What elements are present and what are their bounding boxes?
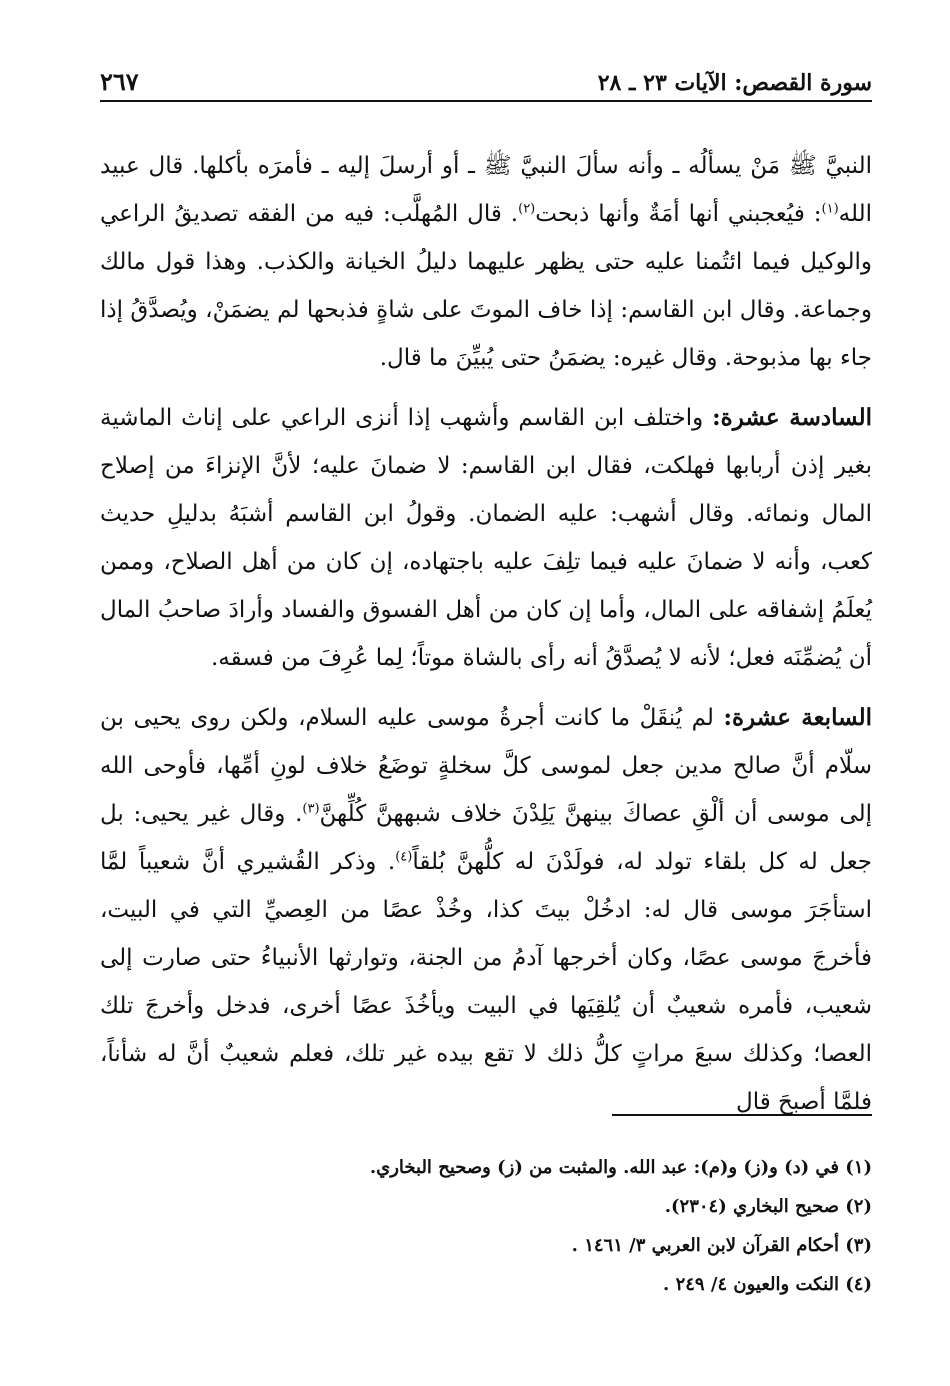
paragraph-text: : فيُعجبني أنها أمَةٌ وأنها ذبحت (535, 201, 822, 227)
running-header (100, 62, 872, 102)
footnote: (٣) أحكام القرآن لابن العربي ٣/ ١٤٦١ . (571, 1235, 872, 1256)
footnotes (100, 1148, 872, 1304)
footnote-marker: (٤) (395, 849, 413, 865)
footnote-marker: (٢) (518, 201, 536, 217)
footnote-marker: (٣) (302, 801, 320, 817)
footnote: (٤) النكت والعيون ٤/ ٢٤٩ . (663, 1274, 872, 1295)
paragraph-text: . وذكر القُشيري أنَّ شعيباً لمَّا استأجَرَ موسى قال له: ادخُلْ بيتَ كذا، وخُذْ عصًا من العِصيِّ التي في البيت، فأخرجَ موسى عصًا، وكان أخرجها آدمُ من الجنة، وتوارثها الأنبياءُ حتى صارت إلى شعيب، فأمره شعيبٌ أن يُلقِيَها في البيت ويأخُذَ عصًا أخرى، فدخل وأخرجَ تلك العصا؛ وكذلك سبعَ مراتٍ كلُّ ذلك لا تقع بيده غير تلك، فعلم شعيبٌ أنَّ له شأناً، فلمَّا أصبحَ قال (100, 849, 872, 1115)
footnote-marker: (١) (821, 201, 839, 217)
issue-heading: السابعة عشرة: (723, 704, 872, 731)
footnote: (١) في (د) و(ز) و(م): عبد الله. والمثبت من (ز) وصحيح البخاري. (369, 1157, 872, 1178)
issue-heading: السادسة عشرة: (712, 404, 873, 431)
paragraph-text: النبيَّ ﷺ مَنْ يسألُه ـ وأنه سألَ النبيَّ ﷺ ـ أو أرسلَ إليه ـ فأمرَه بأكلها. قال عبيد الله (100, 153, 872, 227)
paragraph (100, 142, 872, 382)
body-text (100, 142, 872, 1138)
paragraph-text: . وقال غير يحيى: بل جعل له كل بلقاء تولد له، فولَدْنَ له كلُّهنَّ بُلقاً (100, 801, 873, 875)
paragraph (100, 394, 872, 682)
paragraph-text: . قال المُهلَّب: فيه من الفقه تصديقُ الراعي والوكيل فيما ائتُمنا عليه حتى يظهر عليهما دليلُ الخيانة والكذب. وهذا قول مالك وجماعة. وقال ابن القاسم: إذا خاف الموتَ على شاةٍ فذبحها لم يضمَنْ، ويُصدَّقُ إذا جاء بها مذبوحة. وقال غيره: يضمَنُ حتى يُبيِّنَ ما قال. (100, 201, 872, 371)
running-title: سورة القصص: الآيات ٢٣ ـ ٢٨ (597, 70, 872, 96)
page-number: ٢٦٧ (100, 67, 139, 96)
paragraph-text: واختلف ابن القاسم وأشهب إذا أنزى الراعي على إناث الماشية بغير إذن أربابها فهلكت، فقال ابن القاسم: لا ضمانَ عليه؛ لأنَّ الإنزاءَ من إصلاح المال ونمائه. وقال أشهب: عليه الضمان. وقولُ ابن القاسم أشبَهُ بدليلِ حديث كعب، وأنه لا ضمانَ عليه فيما تلِفَ عليه باجتهاده، إن كان من أهل الصلاح، وممن يُعلَمُ إشفاقه على المال، وأما إن كان من أهل الفسوق والفساد وأرادَ صاحبُ المال أن يُضمِّنَه فعل؛ لأنه لا يُصدَّقُ أنه رأى بالشاة موتاً؛ لِما عُرِفَ من فسقه. (100, 405, 872, 671)
footnote: (٢) صحيح البخاري (٢٣٠٤). (664, 1196, 872, 1217)
paragraph (100, 694, 872, 1126)
footnote-divider (612, 1114, 872, 1116)
paragraph-text: لم يُنقَلْ ما كانت أجرةُ موسى عليه السلام، ولكن روى يحيى بن سلّام أنَّ صالح مدين جعل لموسى كلَّ سخلةٍ توضَعُ خلاف لونِ أمِّها، فأوحى الله إلى موسى أن ألْقِ عصاكَ بينهنَّ يَلِدْنَ خلاف شبههنَّ كُلِّهنَّ (100, 705, 872, 827)
